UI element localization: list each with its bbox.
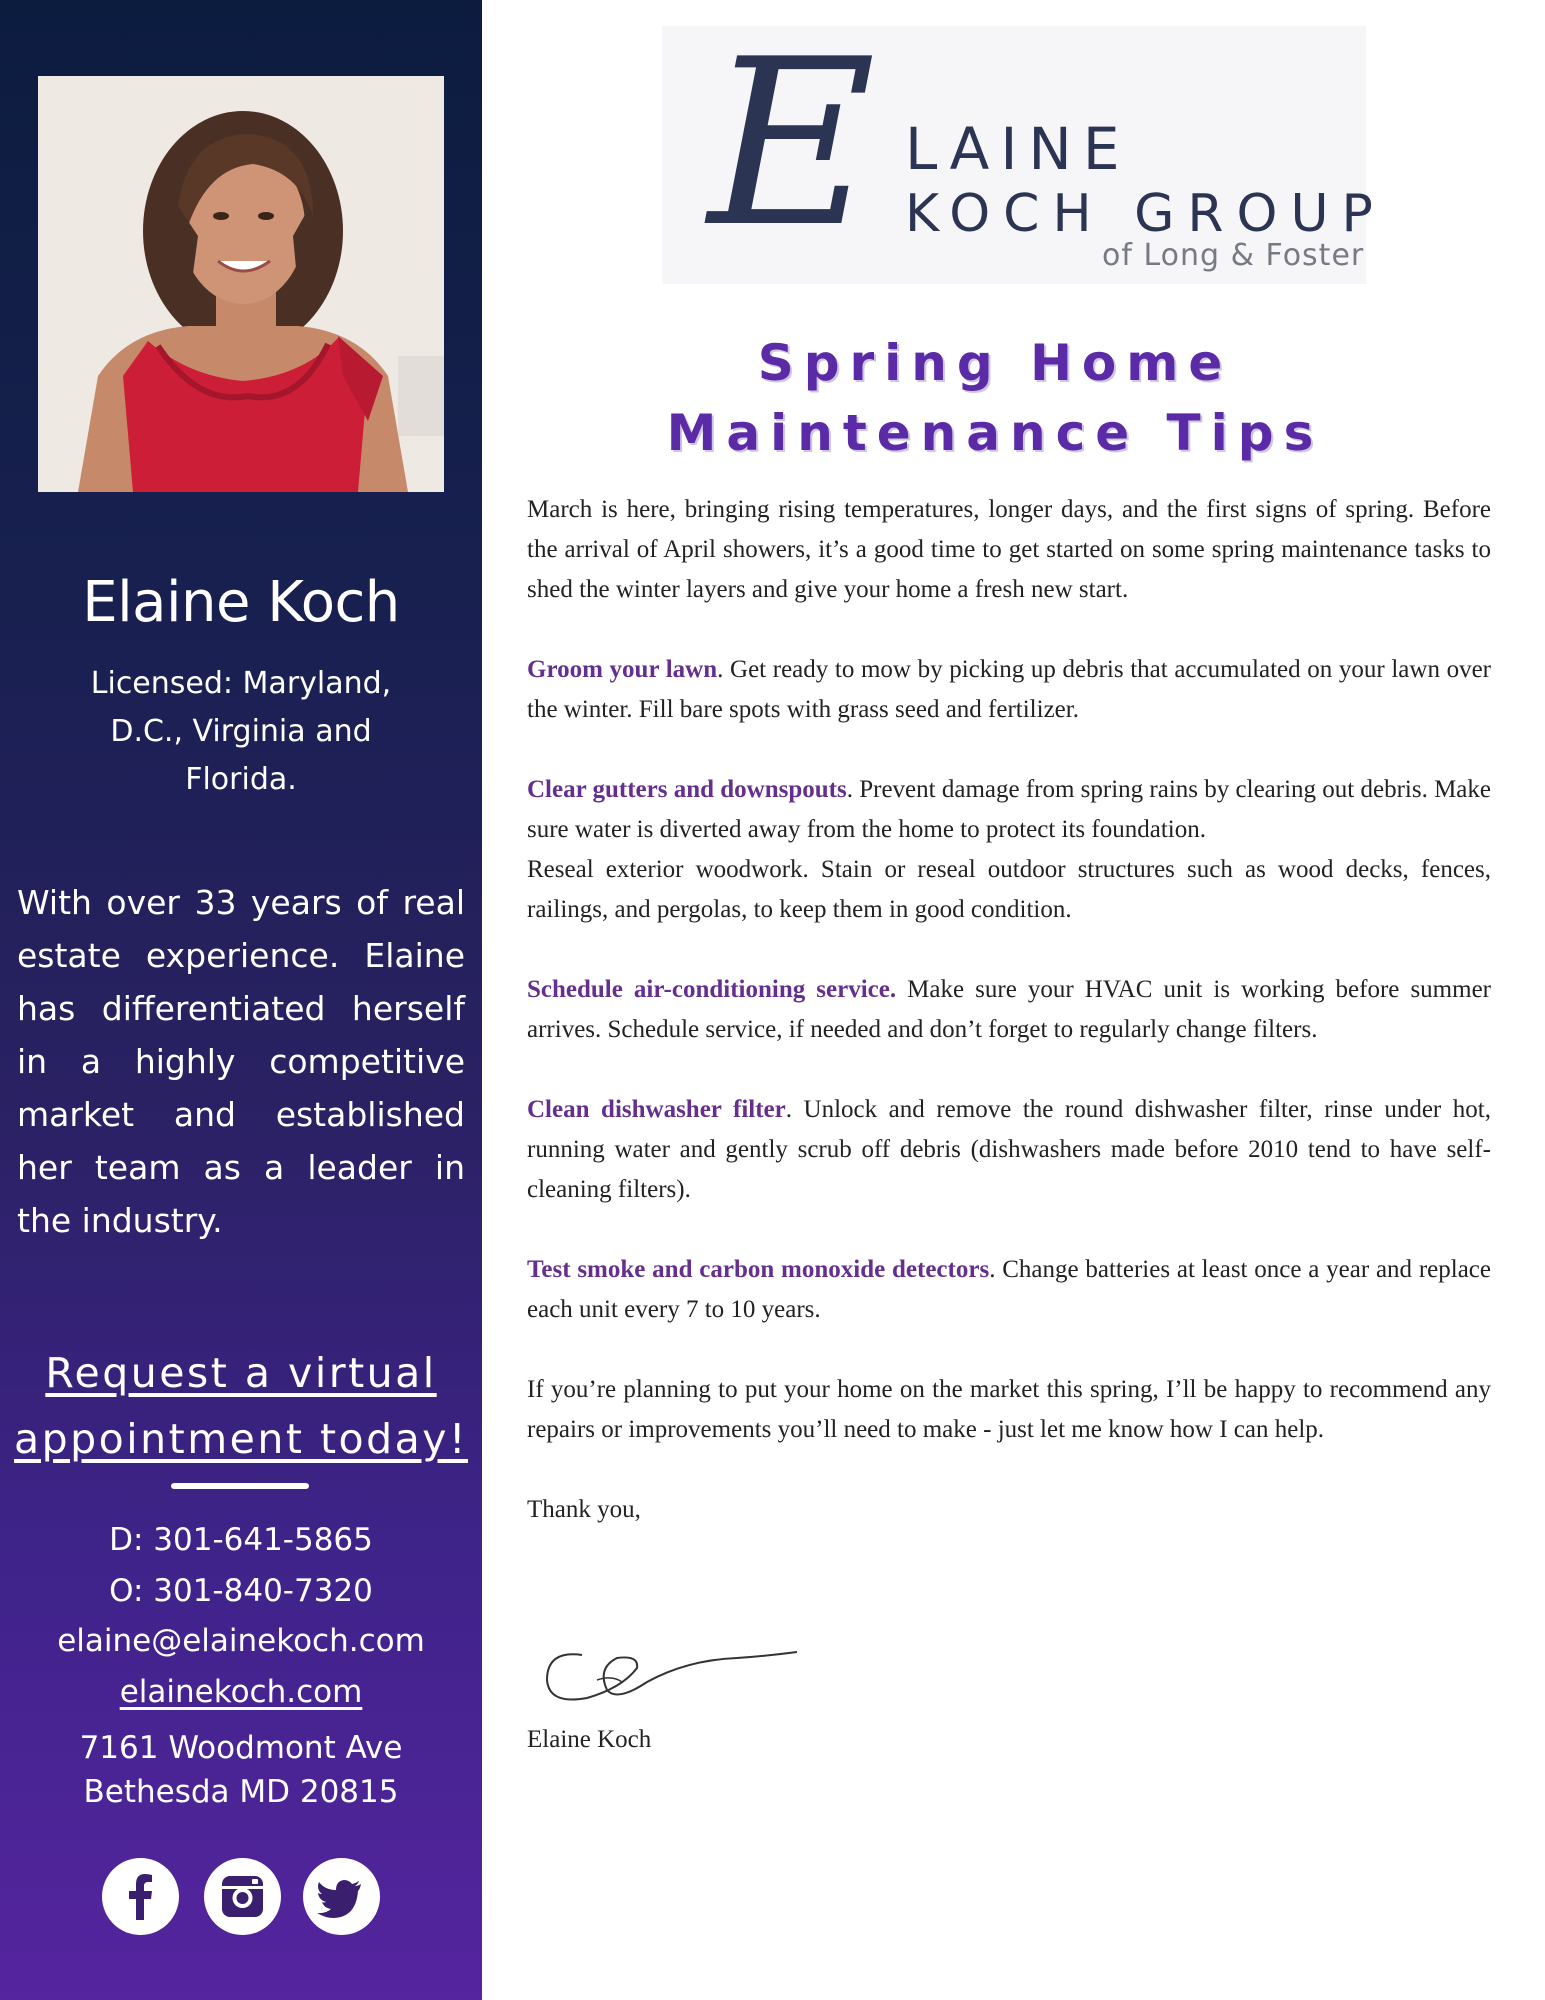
signature-name: Elaine Koch bbox=[527, 1726, 652, 1753]
tip-text: . Prevent damage from spring rains by clearing out debris. Make sure water is diverted away from the home to protect its foundation. bbox=[527, 776, 1491, 843]
logo-line2: KOCH GROUP bbox=[905, 184, 1386, 244]
address-line2: Bethesda MD 20815 bbox=[83, 1774, 399, 1810]
tip-heading: Schedule air-conditioning service. bbox=[527, 976, 897, 1003]
article-body bbox=[527, 490, 1491, 1570]
tip-paragraph bbox=[527, 850, 1491, 930]
tip-paragraph bbox=[527, 1090, 1491, 1210]
appointment-link-line2: appointment today! bbox=[14, 1415, 468, 1463]
tip-text: Make sure your HVAC unit is working before summer arrives. Schedule service, if needed and don’t forget to regularly change filters. bbox=[527, 976, 1491, 1043]
signature-image bbox=[527, 1620, 827, 1730]
tip-text: Reseal exterior woodwork. Stain or reseal outdoor structures such as wood decks, fences, railings, and pergolas, to keep them in good condition. bbox=[527, 856, 1491, 923]
email-link[interactable]: elaine@elainekoch.com bbox=[57, 1623, 425, 1659]
signoff: Thank you, bbox=[527, 1496, 641, 1523]
instagram-icon[interactable] bbox=[204, 1858, 281, 1935]
appointment-link-line1: Request a virtual bbox=[45, 1349, 437, 1397]
agent-photo bbox=[38, 76, 444, 492]
logo-line3: of Long & Foster bbox=[1102, 238, 1365, 273]
tip-heading: Test smoke and carbon monoxide detectors bbox=[527, 1256, 990, 1283]
tip-paragraph bbox=[527, 650, 1491, 730]
license-info: Licensed: Maryland, D.C., Virginia and Florida. bbox=[90, 666, 392, 797]
agent-name: Elaine Koch bbox=[82, 570, 400, 635]
address-line1: 7161 Woodmont Ave bbox=[79, 1730, 403, 1766]
tip-text: . Get ready to mow by picking up debris that accumulated on your lawn over the winter. Fill bare spots with grass seed and fertilizer. bbox=[527, 656, 1492, 723]
agent-bio: With over 33 years of real estate experience. Elaine has differentiated herself in a highly competitive market and established her team as a leader in the industry. bbox=[17, 883, 465, 1240]
website-link[interactable]: elainekoch.com bbox=[119, 1674, 363, 1710]
logo-line1: LAINE bbox=[905, 115, 1131, 183]
facebook-icon[interactable] bbox=[102, 1858, 179, 1935]
tip-heading: Clean dishwasher filter bbox=[527, 1096, 786, 1123]
tip-text: . Change batteries at least once a year and replace each unit every 7 to 10 years. bbox=[527, 1256, 1491, 1323]
logo-initial: E bbox=[708, 11, 876, 278]
tip-paragraph bbox=[527, 1250, 1491, 1330]
twitter-icon[interactable] bbox=[303, 1858, 380, 1935]
tip-heading: Groom your lawn bbox=[527, 656, 718, 683]
tip-paragraph bbox=[527, 770, 1491, 850]
intro-paragraph: March is here, bringing rising temperatures, longer days, and the first signs of spring. Before the arrival of April showers, it’s a good time to get started on some spring maintenance tasks to shed the winter layers and give your home a fresh new start. bbox=[527, 496, 1491, 603]
divider bbox=[171, 1483, 309, 1489]
page-title: Spring Home Maintenance Tips bbox=[666, 334, 1324, 462]
direct-phone[interactable]: D: 301-641-5865 bbox=[109, 1522, 373, 1558]
office-phone[interactable]: O: 301-840-7320 bbox=[109, 1573, 373, 1609]
tip-text: . Unlock and remove the round dishwasher filter, rinse under hot, running water and gently scrub off debris (dishwashers made before 2010 tend to have self-cleaning filters). bbox=[527, 1096, 1492, 1203]
sidebar bbox=[0, 0, 482, 2000]
closing-paragraph: If you’re planning to put your home on the market this spring, I’ll be happy to recommend any repairs or improvements you’ll need to make - just let me know how I can help. bbox=[527, 1376, 1491, 1443]
tip-heading: Clear gutters and downspouts bbox=[527, 776, 847, 803]
social-links bbox=[0, 1858, 482, 1938]
tip-paragraph bbox=[527, 970, 1491, 1050]
appointment-link[interactable] bbox=[0, 1340, 482, 1472]
